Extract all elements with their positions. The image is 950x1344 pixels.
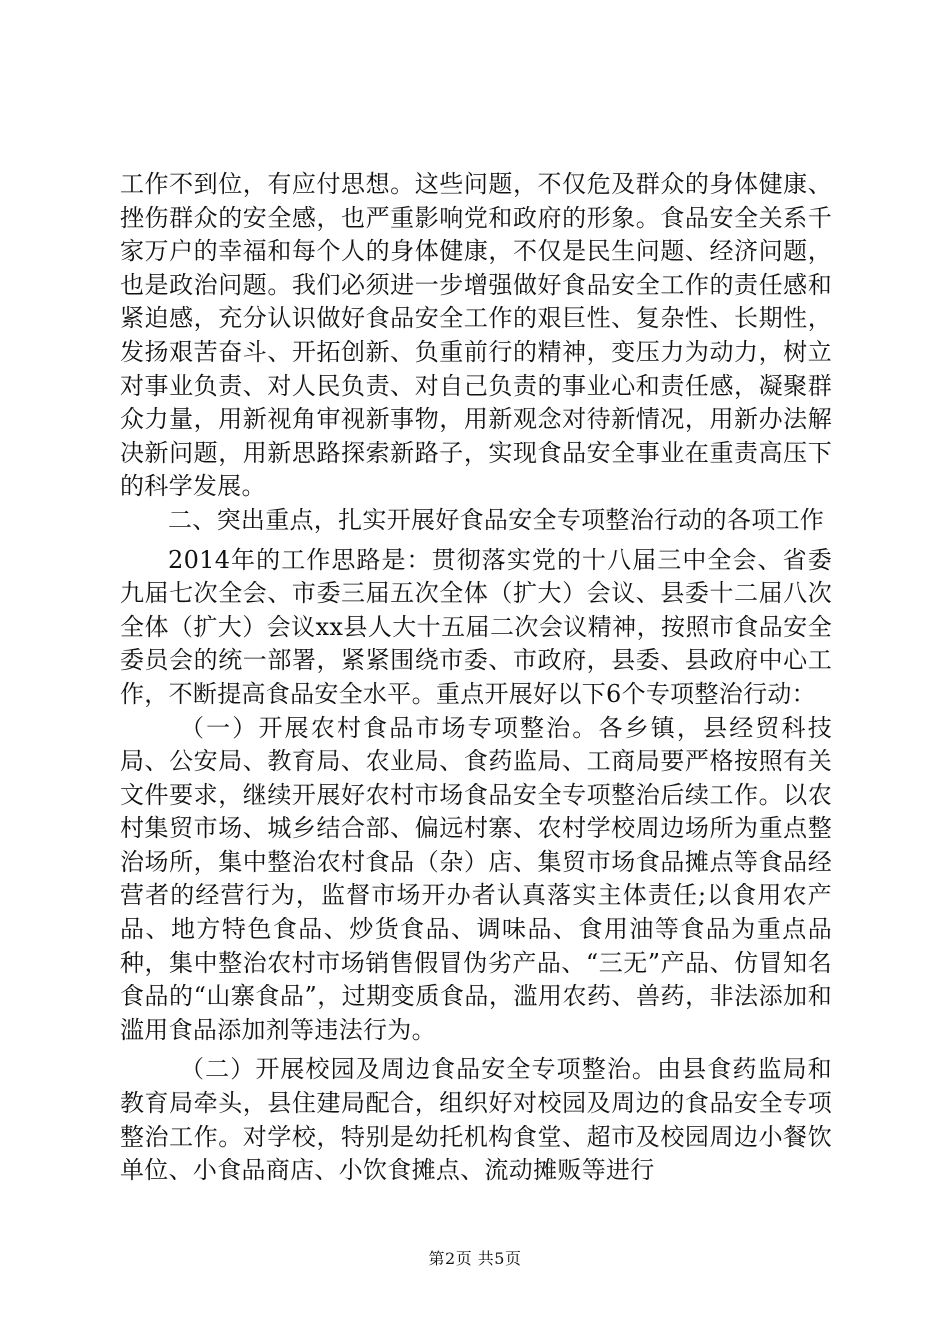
paragraph-item-two: （二）开展校园及周边食品安全专项整治。由县食药监局和教育局牵头，县住建局配合，组织好对校园及周边的食品安全专项整治工作。对学校，特别是幼托机构食堂、超市及校园周边小餐饮单位、小食品商店、小饮食摊点、流动摊贩等进行 [120, 1055, 832, 1185]
paragraph-work-plan: 2014年的工作思路是：贯彻落实党的十八届三中全会、省委九届七次全会、市委三届五次全体（扩大）会议、县委十二届八次全体（扩大）会议xx县人大十五届二次会议精神，按照市食品安全委员会的统一部署，紧紧围绕市委、市政府，县委、县政府中心工作，不断提高食品安全水平。重点开展好以下6个专项整治行动： [120, 545, 832, 708]
page-number-footer: 第2页 共5页 [428, 1249, 522, 1268]
paragraph-item-one: （一）开展农村食品市场专项整治。各乡镇，县经贸科技局、公安局、教育局、农业局、食药监局、工商局要严格按照有关文件要求，继续开展好农村市场食品安全专项整治后续工作。以农村集贸市场、城乡结合部、偏远村寨、农村学校周边场所为重点整治场所，集中整治农村食品（杂）店、集贸市场食品摊点等食品经营者的经营行为，监督市场开办者认真落实主体责任;以食用农产品、地方特色食品、炒货食品、调味品、食用油等食品为重点品种，集中整治农村市场销售假冒伪劣产品、“三无”产品、仿冒知名食品的“山寨食品”，过期变质食品，滥用农药、兽药，非法添加和滥用食品添加剂等违法行为。 [120, 713, 832, 1044]
paragraph-continuation: 工作不到位，有应付思想。这些问题，不仅危及群众的身体健康、挫伤群众的安全感，也严重影响党和政府的形象。食品安全关系千家万户的幸福和每个人的身体健康，不仅是民生问题、经济问题，也是政治问题。我们必须进一步增强做好食品安全工作的责任感和紧迫感，充分认识做好食品安全工作的艰巨性、复杂性、长期性，发扬艰苦奋斗、开拓创新、负重前行的精神，变压力为动力，树立对事业负责、对人民负责、对自己负责的事业心和责任感，凝聚群众力量，用新视角审视新事物，用新观念对待新情况，用新办法解决新问题，用新思路探索新路子，实现食品安全事业在重责高压下的科学发展。 [120, 170, 832, 501]
document-body [120, 168, 832, 1188]
section-heading: 二、突出重点，扎实开展好食品安全专项整治行动的各项工作 [168, 505, 825, 534]
